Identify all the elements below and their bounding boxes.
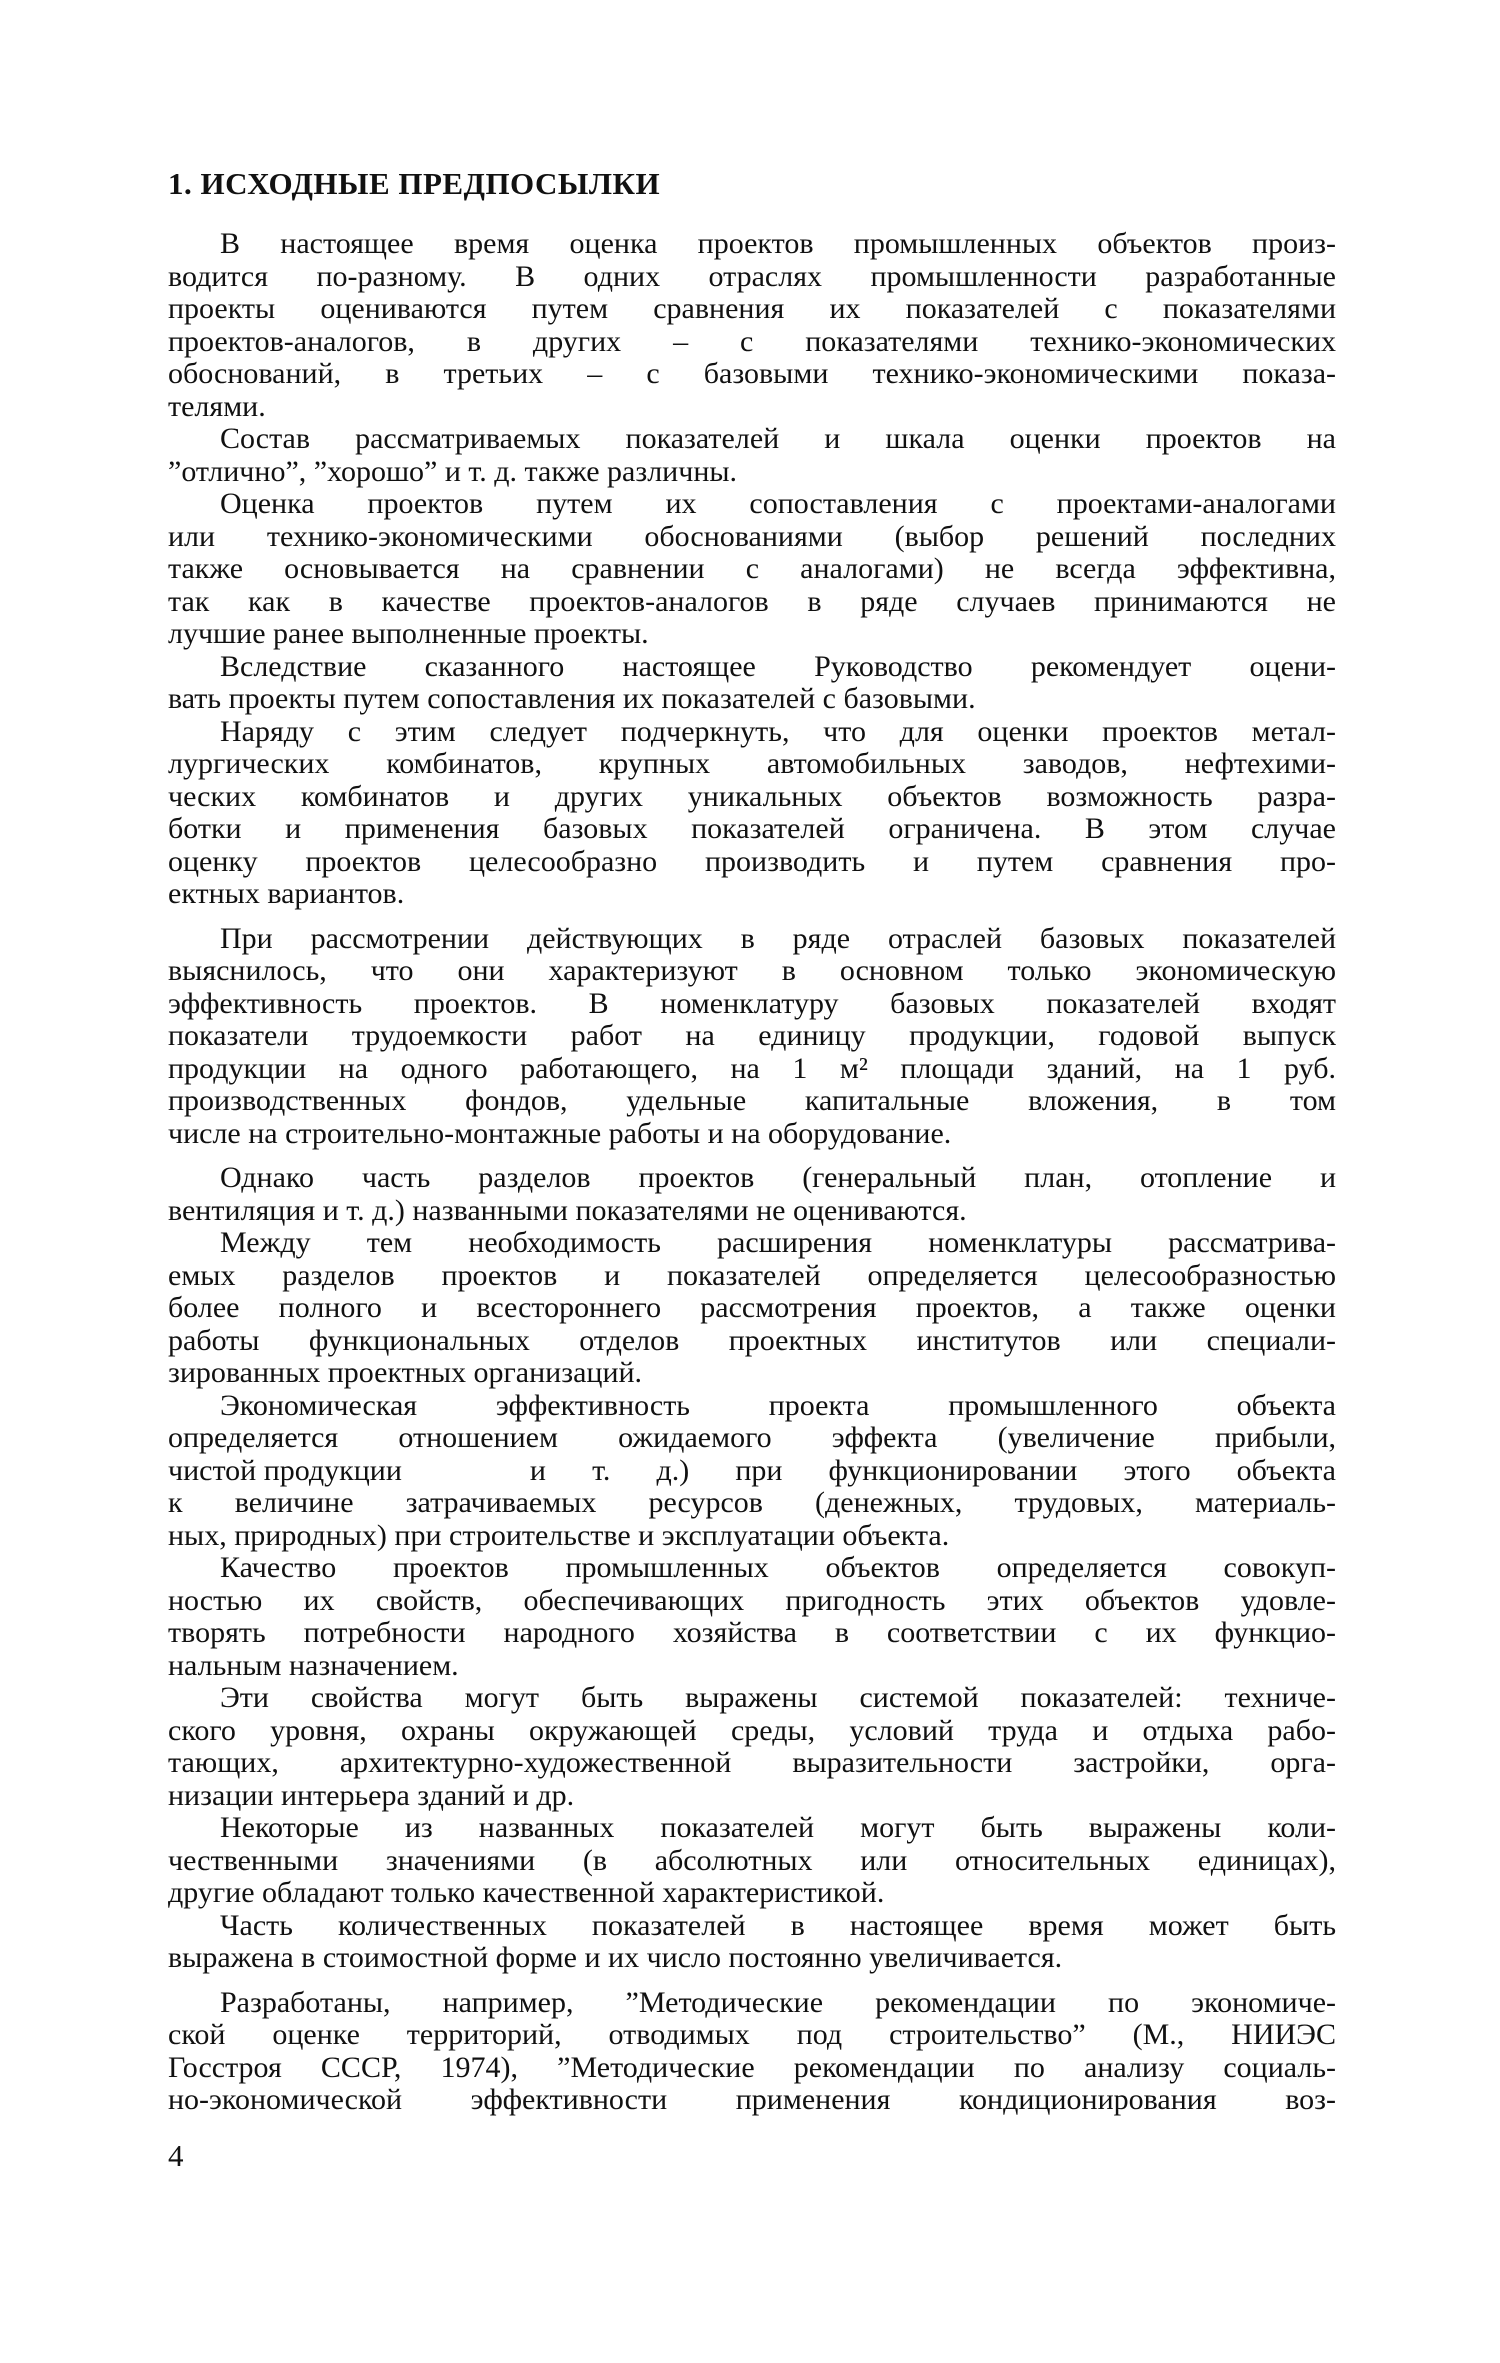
text-line: к величине затрачиваемых ресурсов (денежных, трудовых, материаль- — [168, 1486, 1336, 1519]
text-line: лургических комбинатов, крупных автомобильных заводов, нефтехими- — [168, 747, 1336, 780]
text-line: продукции на одного работающего, на 1 м² площади зданий, на 1 руб. — [168, 1051, 1336, 1085]
text-line: емых разделов проектов и показателей определяется целесообразностью — [168, 1258, 1336, 1292]
text-line: проектов-аналогов, в других – с показателями технико-экономических — [168, 324, 1336, 358]
text-line: обоснований, в третьих – с базовыми технико-экономическими показа- — [168, 357, 1336, 390]
text-line: выражена в стоимостной форме и их число постоянно увеличивается. — [168, 1941, 1063, 1974]
text-line: зированных проектных организаций. — [168, 1356, 643, 1389]
text-line: или технико-экономическими обоснованиями (выбор решений последних — [168, 519, 1336, 553]
paragraph — [168, 1227, 1336, 1390]
text-line: определяется отношением ожидаемого эффекта (увеличение прибыли, — [168, 1421, 1336, 1454]
text-fragment: и т. д.) при функционировании этого объекта — [529, 1453, 1336, 1487]
text-line: но-экономической эффективности применения кондиционирования воз- — [168, 2083, 1336, 2116]
text-line: телями. — [168, 389, 266, 423]
text-line: так как в качестве проектов-аналогов в ряде случаев принимаются не — [168, 584, 1336, 618]
text-line: проекты оцениваются путем сравнения их показателей с показателями — [168, 292, 1336, 325]
text-line: Эти свойства могут быть выражены системой показателей: техниче- — [220, 1681, 1336, 1714]
paragraph — [168, 1552, 1336, 1682]
text-line: Наряду с этим следует подчеркнуть, что для оценки проектов метал- — [220, 714, 1336, 748]
paragraph — [168, 1910, 1336, 1975]
text-line: другие обладают только качественной характеристикой. — [168, 1876, 885, 1909]
text-line: вентиляция и т. д.) названными показателями не оцениваются. — [168, 1193, 967, 1227]
text-line: Экономическая эффективность проекта промышленного объекта — [220, 1388, 1336, 1422]
text-line: Разработаны, например, ”Методические рекомендации по экономиче- — [220, 1985, 1336, 2019]
text-line: низации интерьера зданий и др. — [168, 1778, 575, 1812]
section-heading: 1. ИСХОДНЫЕ ПРЕДПОСЫЛКИ — [168, 166, 661, 201]
paragraph — [168, 716, 1336, 911]
paragraph — [168, 1682, 1336, 1812]
paragraph — [168, 1162, 1336, 1227]
text-line: показатели трудоемкости работ на единицу продукции, годовой выпуск — [168, 1019, 1336, 1052]
text-line: работы функциональных отделов проектных институтов или специали- — [168, 1323, 1336, 1357]
text-line: В настоящее время оценка проектов промышленных объектов произ- — [220, 227, 1336, 260]
text-line: Состав рассматриваемых показателей и шкала оценки проектов на — [220, 422, 1336, 455]
text-line: При рассмотрении действующих в ряде отраслей базовых показателей — [220, 921, 1336, 955]
text-line: выяснилось, что они характеризуют в основном только экономическую — [168, 954, 1336, 987]
text-line: оценку проектов целесообразно производить и путем сравнения про- — [168, 844, 1336, 878]
text-line: более полного и всестороннего рассмотрения проектов, а также оценки — [168, 1291, 1336, 1324]
paragraph — [168, 488, 1336, 651]
text-line — [168, 1455, 1336, 1488]
paragraph — [168, 651, 1336, 716]
text-line: производственных фондов, удельные капитальные вложения, в том — [168, 1084, 1336, 1117]
paragraph — [168, 1812, 1336, 1910]
text-line: ской оценке территорий, отводимых под строительство” (М., НИИЭС — [168, 2018, 1336, 2051]
paragraph — [168, 1987, 1336, 2117]
text-line: ческих комбинатов и других уникальных объектов возможность разра- — [168, 779, 1336, 813]
text-line: ”отлично”, ”хорошо” и т. д. также различны. — [168, 454, 738, 488]
text-line: чественными значениями (в абсолютных или относительных единицах), — [168, 1843, 1336, 1877]
text-line: также основывается на сравнении с аналогами) не всегда эффективна, — [168, 552, 1336, 585]
paragraph — [168, 228, 1336, 423]
text-line: вать проекты путем сопоставления их показателей с базовыми. — [168, 682, 976, 715]
text-line: Однако часть разделов проектов (генеральный план, отопление и — [220, 1161, 1336, 1194]
paragraph — [168, 423, 1336, 488]
paragraph — [168, 923, 1336, 1151]
text-line: Оценка проектов путем их сопоставления с проектами-аналогами — [220, 487, 1336, 520]
text-line: творять потребности народного хозяйства в соответствии с их функцио- — [168, 1616, 1336, 1649]
text-line: ботки и применения базовых показателей ограничена. В этом случае — [168, 812, 1336, 845]
text-line: ектных вариантов. — [168, 877, 405, 910]
text-line: числе на строительно-монтажные работы и на оборудование. — [168, 1116, 952, 1150]
text-line: водится по-разному. В одних отраслях промышленности разработанные — [168, 259, 1336, 293]
text-line: Между тем необходимость расширения номенклатуры рассматрива- — [220, 1226, 1336, 1259]
text-line: лучшие ранее выполненные проекты. — [168, 617, 649, 650]
text-line: Госстроя СССР, 1974), ”Методические рекомендации по анализу социаль- — [168, 2050, 1336, 2084]
text-line: ского уровня, охраны окружающей среды, условий труда и отдыха рабо- — [168, 1713, 1336, 1747]
page-number: 4 — [168, 2138, 184, 2173]
paragraph — [168, 1390, 1336, 1553]
text-line: ностью их свойств, обеспечивающих пригодность этих объектов удовле- — [168, 1583, 1336, 1617]
text-line: тающих, архитектурно-художественной выразительности застройки, орга- — [168, 1746, 1336, 1779]
text-line: Вследствие сказанного настоящее Руководство рекомендует оцени- — [220, 649, 1336, 683]
text-line: нальным назначением. — [168, 1648, 459, 1682]
text-line: эффективность проектов. В номенклатуру базовых показателей входят — [168, 986, 1336, 1020]
text-line: Некоторые из названных показателей могут быть выражены коли- — [220, 1811, 1336, 1844]
body-text — [168, 228, 1336, 2117]
text-fragment: чистой продукции — [168, 1453, 402, 1487]
text-line: Качество проектов промышленных объектов определяется совокуп- — [220, 1551, 1336, 1584]
text-line: ных, природных) при строительстве и эксплуатации объекта. — [168, 1518, 950, 1552]
text-line: Часть количественных показателей в настоящее время может быть — [220, 1908, 1336, 1942]
